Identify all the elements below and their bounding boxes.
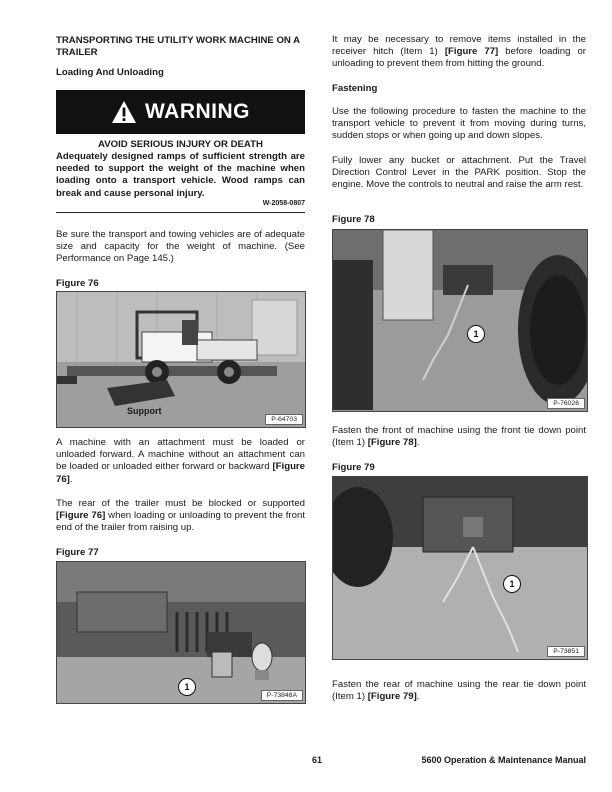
paragraph-front-tie-down: Fasten the front of machine using the front tie down point (Item 1) [Figure 78]. [332,425,586,449]
figure-78-label: Figure 78 [332,214,375,225]
paragraph-rear-tie-down: Fasten the rear of machine using the rear tie down point (Item 1) [Figure 79]. [332,679,586,703]
subsection-fastening: Fastening [332,83,378,94]
paragraph-fasten-procedure: Use the following procedure to fasten the machine to the transport vehicle to prevent it from moving during turns, sudden stops or when going up and down slopes. [332,106,586,142]
paragraph-trailer-blocked: The rear of the trailer must be blocked or supported [Figure 76] when loading or unloading to prevent the front end of the trailer from raising up. [56,498,305,534]
figure-79-code: P-73851 [547,646,585,657]
rear-tie-down-image [333,477,587,659]
figure-77-label: Figure 77 [56,547,99,558]
subsection-loading: Loading And Unloading [56,67,164,78]
warning-label: WARNING [145,100,250,123]
support-callout: Support [127,406,162,416]
figure-79-photo [332,476,588,660]
section-title: TRANSPORTING THE UTILITY WORK MACHINE ON A TRAILER [56,35,300,58]
warning-code: W-2058-0807 [262,200,305,207]
figure-77-photo [56,561,306,704]
figure-79-ref: [Figure 79] [367,691,417,703]
figure-76-ref-2: [Figure 76] [56,510,106,522]
warning-body: Adequately designed ramps of sufficient strength are needed to support the weight of the machine when loading onto a transport vehicle. Wood ramps can break and cause personal injury. [56,151,305,199]
front-tie-down-image [333,230,587,411]
utility-vehicle-on-trailer-image [57,292,305,427]
manual-title: 5600 Operation & Maintenance Manual [421,755,586,765]
warning-divider [56,212,305,213]
figure-78-ref: [Figure 78] [367,437,417,449]
figure-76-label: Figure 76 [56,278,99,289]
paragraph-attachment-loading: A machine with an attachment must be loaded or unloaded forward. A machine without an attachment can be loaded or unloaded either forward or backward [Figure 76]. [56,437,305,485]
figure-78-photo [332,229,588,412]
paragraph-park-machine: Fully lower any bucket or attachment. Put the Travel Direction Control Lever in the PARK position. Stop the engine. Move the controls to neutral and raise the arm rest. [332,155,586,191]
figure-78-code: P-76026 [547,398,585,409]
figure-76-photo [56,291,306,428]
figure-78-callout-1: 1 [467,325,485,343]
paragraph-transport-size: Be sure the transport and towing vehicles are of adequate size and capacity for the weight of machine. (See Performance on Page 145.) [56,229,305,265]
warning-heading: AVOID SERIOUS INJURY OR DEATH [98,139,263,150]
figure-77-callout-1: 1 [178,678,196,696]
paragraph-remove-hitch-items: It may be necessary to remove items installed in the receiver hitch (Item 1) [Figure 77] before loading or unloading to prevent them from hitting the ground. [332,34,587,70]
figure-79-callout-1: 1 [503,575,521,593]
warning-triangle-icon [111,100,137,124]
page-number: 61 [312,755,323,765]
figure-76-code: P-64703 [265,414,303,425]
figure-77-ref: [Figure 77] [444,46,499,58]
figure-79-label: Figure 79 [332,462,375,473]
warning-banner [56,90,305,134]
figure-76-ref: [Figure 76] [56,461,305,485]
figure-77-code: P-73848A [261,690,303,701]
